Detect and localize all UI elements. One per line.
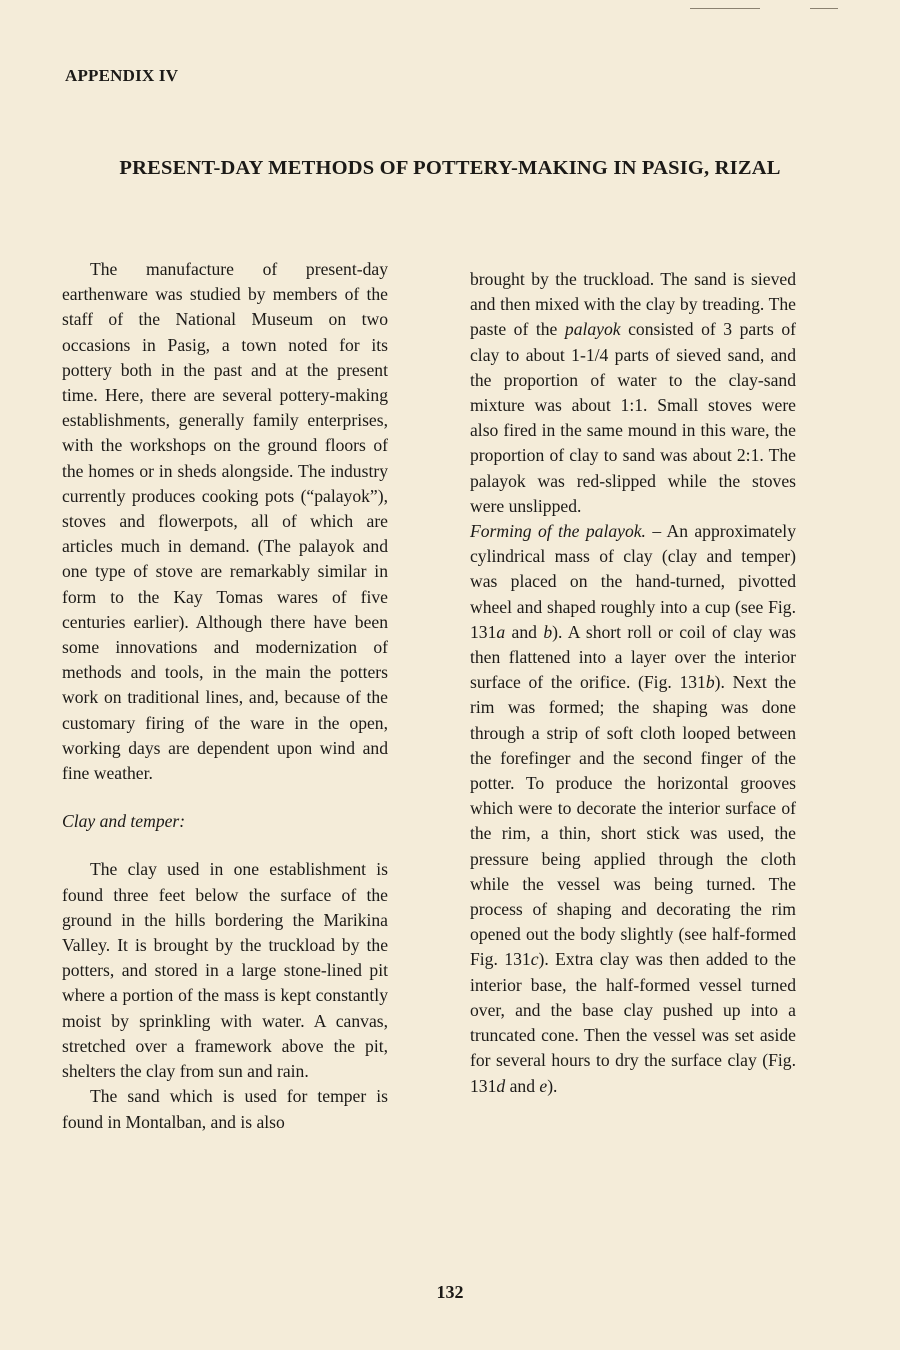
top-edge-mark-2 <box>810 8 838 9</box>
figure-letter: e <box>539 1075 548 1096</box>
figure-letter: c <box>530 949 539 970</box>
figure-letter: a <box>496 621 506 642</box>
text-run: ). A short roll or coil of clay was then flattened into a layer over the interior surface of the orifice. (Fig. 131 <box>470 621 796 693</box>
section-heading-clay-temper: Clay and temper: <box>62 811 186 832</box>
page-number: 132 <box>436 1282 464 1302</box>
figure-letter: b <box>543 621 553 642</box>
italic-term-palayok: palayok <box>564 319 621 340</box>
text-run: and <box>505 621 544 642</box>
top-edge-mark <box>690 8 760 9</box>
sand-paragraph-start: The sand which is used for temper is found in Montalban, and is also <box>62 1086 388 1132</box>
text-run: ). Extra clay was then added to the interior base, the half-formed vessel turned over, and the base clay pushed up into a truncated cone. Then the vessel was set aside for several hours to dry the surface clay (Fig. 131 <box>470 949 796 1096</box>
text-run: ). <box>547 1075 558 1096</box>
forming-paragraph <box>470 519 796 1099</box>
clay-paragraph: The clay used in one establishment is found three feet below the surface of the ground in the hills bordering the Marikina Valley. It is brought by the truckload by the potters, and stored in a large stone-lined pit where a portion of the mass is kept constantly moist by sprinkling with water. A canvas, stretched over a framework above the pit, shelters the clay from sun and rain. <box>62 859 388 1082</box>
forming-heading: Forming of the palayok. <box>470 521 646 542</box>
text-run: – An approximately cylindrical mass of clay (clay and temper) was placed on the hand-turned, pivotted wheel and shaped roughly into a cup (see Fig. 131 <box>470 521 796 642</box>
page-title: PRESENT-DAY METHODS OF POTTERY-MAKING IN PASIG, RIZAL <box>119 157 781 179</box>
left-column <box>62 257 388 1135</box>
right-column <box>470 267 796 1099</box>
text-run: consisted of 3 parts of clay to about 1-1/4 parts of sieved sand, and the proportion of water to the clay-sand mixture was about 1:1. Small stoves were also fired in the same mound in this ware, the proportion of clay to sand was about 2:1. The palayok was red-slipped while the stoves were unslipped. <box>470 319 797 516</box>
text-run: brought by the truckload. The sand is sieved and then mixed with the clay by treading. The paste of the <box>470 269 796 340</box>
running-head: APPENDIX IV <box>65 66 179 85</box>
text-run: and <box>505 1075 540 1096</box>
text-run: ). Next the rim was formed; the shaping was done through a strip of soft cloth looped between the forefinger and the second finger of the potter. To produce the horizontal grooves which were to decorate the interior surface of the rim, a thin, short stick was used, the pressure being applied through the cloth while the vessel was being turned. The process of shaping and decorating the rim opened out the body slightly (see half-formed Fig. 131 <box>470 672 797 970</box>
intro-paragraph: The manufacture of present-day earthenware was studied by members of the staff of the National Museum on two occasions in Pasig, a town noted for its pottery both in the past and at the present time. Here, there are several pottery-making establishments, generally family enterprises, with the workshops on the ground floors of the homes or in sheds alongside. The industry currently produces cooking pots (“palayok”), stoves and flowerpots, all of which are articles much in demand. (The palayok and one type of stove are remarkably similar in form to the Kay Tomas wares of five centuries earlier). Although there have been some innovations and modernization of methods and tools, in the main the potters work on traditional lines, and, because of the customary firing of the ware in the open, working days are dependent upon wind and fine weather. <box>62 259 388 784</box>
sand-paragraph-continued <box>470 267 796 519</box>
figure-letter: d <box>496 1075 506 1096</box>
figure-letter: b <box>705 672 715 693</box>
